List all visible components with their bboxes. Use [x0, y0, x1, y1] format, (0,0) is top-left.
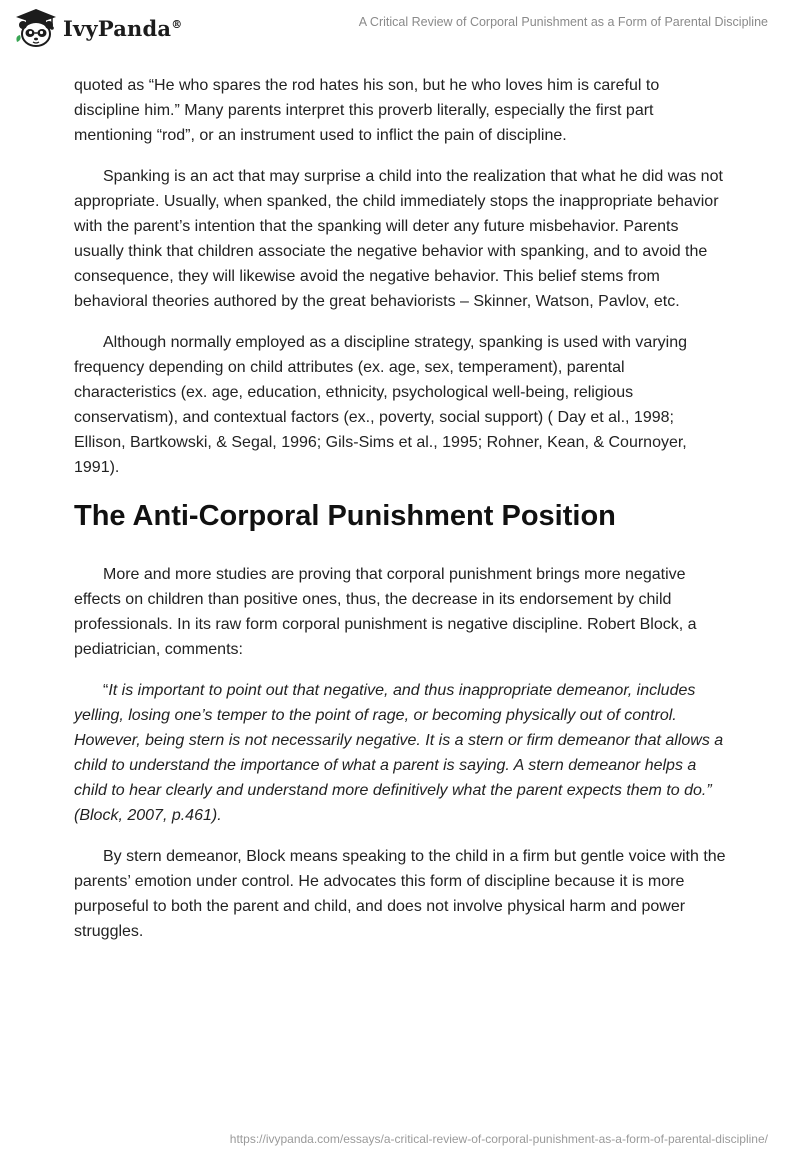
paragraph: Spanking is an act that may surprise a child into the realization that what he did was not appropriate. Usually, when spanked, the child immediately stops the inappropriate behavior with the parent’s intention that the spanking will deter any future misbehavior. Parents usually think that children associate the negative behavior with spanking, and to avoid the consequence, they will likewise avoid the negative behavior. This belief stems from behavioral theories authored by the great behaviorists – Skinner, Watson, Pavlov, etc. — [74, 168, 723, 310]
paragraph: Although normally employed as a discipline strategy, spanking is used with varying frequency depending on child attributes (ex. age, sex, temperament), parental characteristics (ex. age, education, ethnicity, psychological well-being, religious conservatism), and contextual factors (ex., poverty, social support) ( Day et al., 1998; Ellison, Bartkowski, & Segal, 1996; Gils-Sims et al., 1995; Rohner, Kean, & Cournoyer, 1991). — [74, 334, 688, 476]
paragraph: quoted as “He who spares the rod hates his son, but he who loves him is careful to discipline him.” Many parents interpret this proverb literally, especially the first part mentioning “rod”, or an instrument used to inflict the pain of discipline. — [74, 77, 660, 144]
paragraph: By stern demeanor, Block means speaking to the child in a firm but gentle voice with the parents’ emotion under control. He advocates this form of discipline because it is more purposeful to both the parent and child, and does not involve physical harm and power struggles. — [74, 848, 726, 940]
essay-content — [74, 73, 726, 960]
brand-logo[interactable] — [14, 8, 182, 48]
source-url[interactable]: https://ivypanda.com/essays/a-critical-review-of-corporal-punishment-as-a-form-of-parental-discipline/ — [229, 1132, 768, 1146]
paragraph: More and more studies are proving that corporal punishment brings more negative effects on children than positive ones, thus, the decrease in its endorsement by child professionals. In its raw form corporal punishment is negative discipline. Robert Block, a pediatrician, comments: — [74, 566, 697, 658]
document-title: A Critical Review of Corporal Punishment as a Form of Parental Discipline — [358, 15, 768, 29]
brand-name: IvyPanda® — [63, 15, 183, 41]
panda-graduate-icon — [14, 8, 58, 48]
block-quote — [74, 678, 726, 828]
page-header — [0, 0, 800, 60]
section-heading: The Anti-Corporal Punishment Position — [74, 500, 616, 532]
quote-mark: “ — [103, 682, 109, 699]
quote-text: It is important to point out that negative, and thus inappropriate demeanor, includes yelling, losing one’s temper to the point of rage, or becoming physically out of control. However, being stern is not necessarily negative. It is a stern or firm demeanor that allows a child to understand the importance of what a parent is saying. A stern demeanor helps a child to hear clearly and understand more definitively what the parent expects them to do.” (Block, 2007, p.461). — [74, 682, 724, 824]
